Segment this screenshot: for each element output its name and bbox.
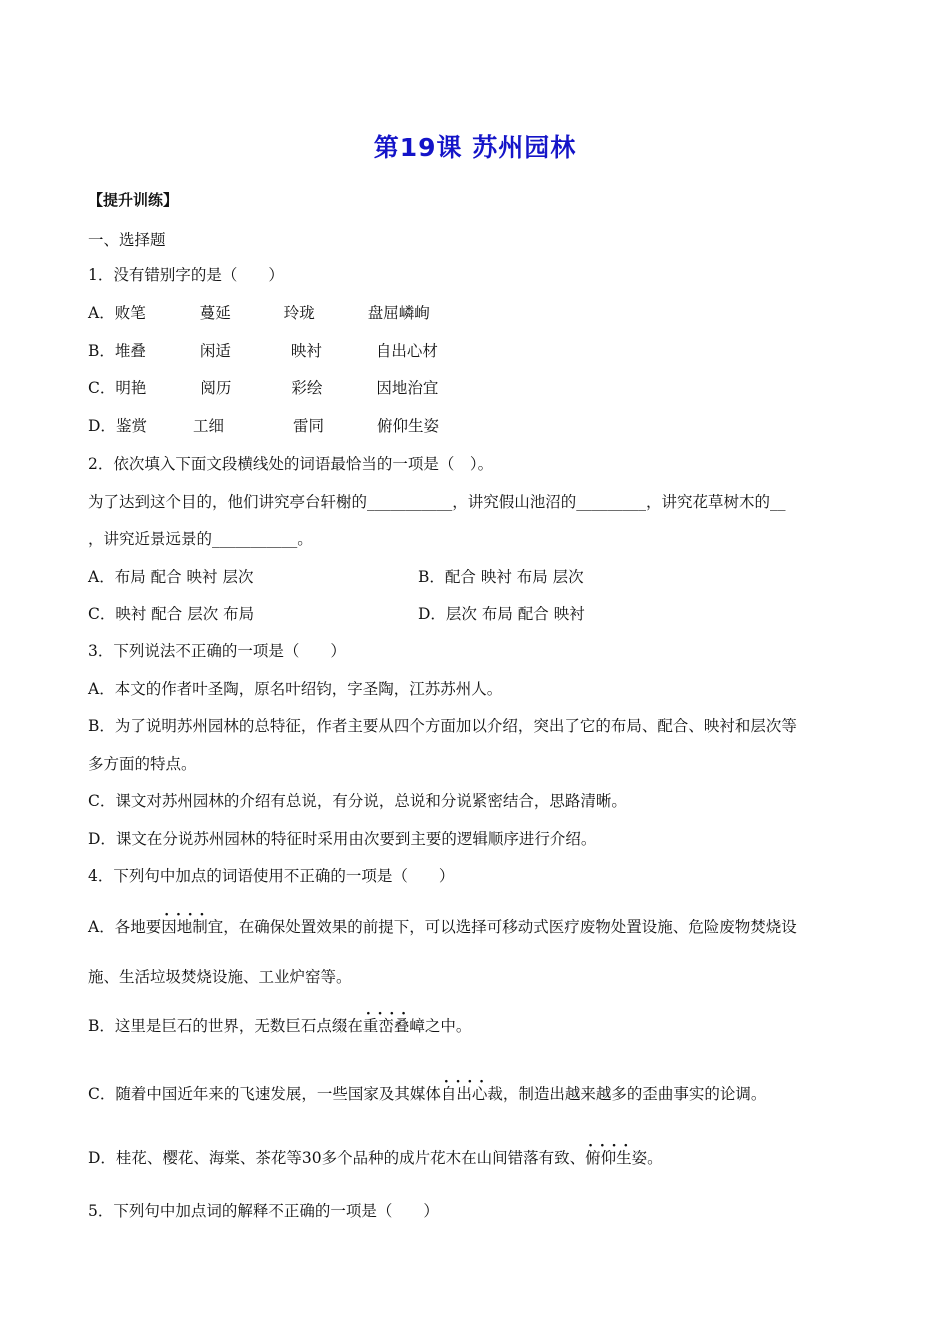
option-item: 蔓延	[199, 304, 231, 322]
option-item: 雷同	[292, 417, 324, 435]
q4-stem: 4．下列句中加点的词语使用不正确的一项是（ ）	[88, 867, 455, 885]
q5-stem: 5．下列句中加点词的解释不正确的一项是（ ）	[88, 1202, 439, 1220]
q1-stem: 1．没有错别字的是（ ）	[88, 266, 284, 284]
option-item: 盘屈嶙峋	[367, 304, 430, 322]
q4-option-c	[88, 1084, 766, 1104]
option-text: C．随着中国近年来的飞速发展，一些国家及其媒体	[88, 1085, 441, 1103]
option-item: 鉴赏	[115, 417, 147, 435]
q1-option-b	[88, 341, 438, 361]
option-label: C．	[88, 379, 116, 397]
q4-option-a	[88, 917, 797, 937]
option-text: ，在确保处置效果的前提下，可以选择可移动式医疗废物处置设施、危险废物焚烧设	[223, 918, 797, 936]
q1-option-d	[88, 416, 439, 436]
q2-option-b: B．配合 映衬 布局 层次	[418, 568, 584, 586]
q2-option-d: D．层次 布局 配合 映衬	[418, 605, 585, 623]
dotted-phrase: · · · · 重峦叠嶂	[363, 1016, 425, 1036]
option-item: 工细	[192, 417, 224, 435]
part-heading: 一、选择题	[88, 231, 166, 249]
q3-stem: 3．下列说法不正确的一项是（ ）	[88, 642, 346, 660]
option-item: 堆叠	[114, 342, 146, 360]
option-item: 映衬	[290, 342, 322, 360]
option-text: ，制造出越来越多的歪曲事实的论调。	[502, 1085, 767, 1103]
q4-option-a-line-2: 施、生活垃圾焚烧设施、工业炉窑等。	[88, 968, 352, 986]
q1-option-a	[88, 303, 430, 323]
page-title: 第19课 苏州园林	[373, 133, 577, 162]
option-text: B．这里是巨石的世界，无数巨石点缀在	[88, 1017, 363, 1035]
option-label: A．	[88, 304, 115, 322]
dotted-phrase: · · · · 因地制宜	[161, 917, 223, 937]
q3-option-a: A．本文的作者叶圣陶，原名叶绍钧，字圣陶，江苏苏州人。	[88, 680, 503, 698]
q3-option-b-line-1: B．为了说明苏州园林的总特征，作者主要从四个方面加以介绍，突出了它的布局、配合、映衬和层次等	[88, 717, 797, 735]
q3-option-c: C．课文对苏州园林的介绍有总说，有分说，总说和分说紧密结合，思路清晰。	[88, 792, 627, 810]
q2-stem: 2．依次填入下面文段横线处的词语最恰当的一项是（ ）。	[88, 455, 494, 473]
option-item: 因地治宜	[376, 379, 439, 397]
option-label: B．	[88, 342, 115, 360]
q2-option-c: C．映衬 配合 层次 布局	[88, 605, 255, 623]
option-text: A．各地要	[88, 918, 162, 936]
q4-option-d	[88, 1148, 663, 1168]
dotted-phrase: · · · · 自出心裁	[441, 1084, 503, 1104]
q3-option-b-line-2: 多方面的特点。	[88, 755, 197, 773]
q3-option-d: D．课文在分说苏州园林的特征时采用由次要到主要的逻辑顺序进行介绍。	[88, 830, 597, 848]
option-item: 玲珑	[283, 304, 315, 322]
option-text: 之中。	[424, 1017, 472, 1035]
option-item: 俯仰生姿	[376, 417, 439, 435]
q1-option-c	[88, 378, 438, 398]
section-tag: 【提升训练】	[88, 191, 179, 209]
option-item: 自出心材	[375, 342, 438, 360]
q2-passage-line-2: ，讲究近景远景的___________。	[88, 530, 313, 548]
option-item: 闲适	[199, 342, 231, 360]
dotted-phrase: · · · · 俯仰生姿	[585, 1148, 647, 1168]
option-item: 阅历	[200, 379, 232, 397]
option-item: 败笔	[114, 304, 146, 322]
option-label: D．	[88, 417, 116, 435]
q2-option-a: A．布局 配合 映衬 层次	[88, 568, 254, 586]
q4-option-b	[88, 1016, 471, 1036]
option-text: D．桂花、樱花、海棠、茶花等30多个品种的成片花木在山间错落有致、	[88, 1149, 586, 1167]
option-item: 彩绘	[291, 379, 323, 397]
option-item: 明艳	[115, 379, 147, 397]
q2-passage-line-1: 为了达到这个目的，他们讲究亭台轩榭的___________，讲究假山池沼的_________，讲究花草树木的__	[88, 493, 786, 511]
option-text: 。	[647, 1149, 663, 1167]
